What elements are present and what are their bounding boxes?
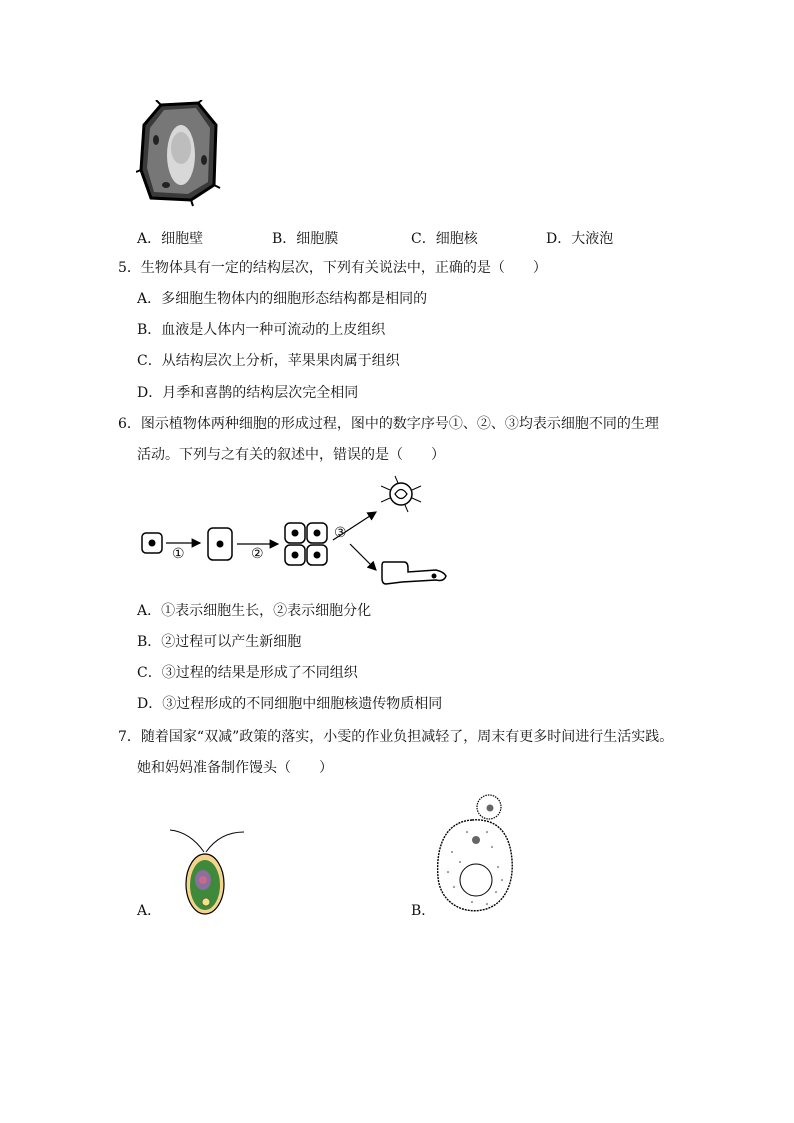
diagram-label-3: ③ [334, 525, 347, 541]
q6-option-b: B．②过程可以产生新细胞 [137, 634, 302, 650]
q5-option-c: C．从结构层次上分析，苹果果肉属于组织 [137, 353, 400, 369]
q4-option-b: B．细胞膜 [272, 231, 339, 247]
q7-option-a-label: A． [137, 903, 162, 919]
q5-option-d: D．月季和喜鹊的结构层次完全相同 [137, 385, 359, 401]
q5-stem: 5．生物体具有一定的结构层次，下列有关说法中，正确的是（ ） [118, 260, 547, 276]
q6-stem-line1: 6．图示植物体两种细胞的形成过程，图中的数字序号①、②、③均表示细胞不同的生理 [118, 416, 659, 432]
yeast-illustration [432, 792, 522, 917]
diagram-label-2: ② [251, 546, 264, 562]
q7-stem-line2: 她和妈妈准备制作馒头（ ） [137, 760, 333, 776]
q4-option-d: D．大液泡 [546, 231, 614, 247]
diagram-label-1: ① [172, 546, 185, 562]
q6-stem-line2: 活动。下列与之有关的叙述中，错误的是（ ） [137, 447, 445, 463]
q4-option-c: C．细胞核 [411, 231, 478, 247]
q6-option-d: D．③过程形成的不同细胞中细胞核遗传物质相同 [137, 696, 443, 712]
plant-cell-illustration [136, 100, 226, 210]
q7-option-b-label: B． [411, 903, 436, 919]
q4-option-a: A．细胞壁 [137, 231, 204, 247]
q5-option-a: A．多细胞生物体内的细胞形态结构都是相同的 [137, 291, 428, 307]
q6-option-a: A．①表示细胞生长，②表示细胞分化 [137, 603, 372, 619]
q7-stem-line1: 7．随着国家“双减”政策的落实，小雯的作业负担减轻了，周末有更多时间进行生活实践。 [118, 729, 674, 745]
chlamydomonas-illustration [160, 822, 250, 922]
q5-option-b: B．血液是人体内一种可流动的上皮组织 [137, 322, 386, 338]
cell-process-diagram [136, 472, 456, 592]
q6-option-c: C．③过程的结果是形成了不同组织 [137, 665, 358, 681]
